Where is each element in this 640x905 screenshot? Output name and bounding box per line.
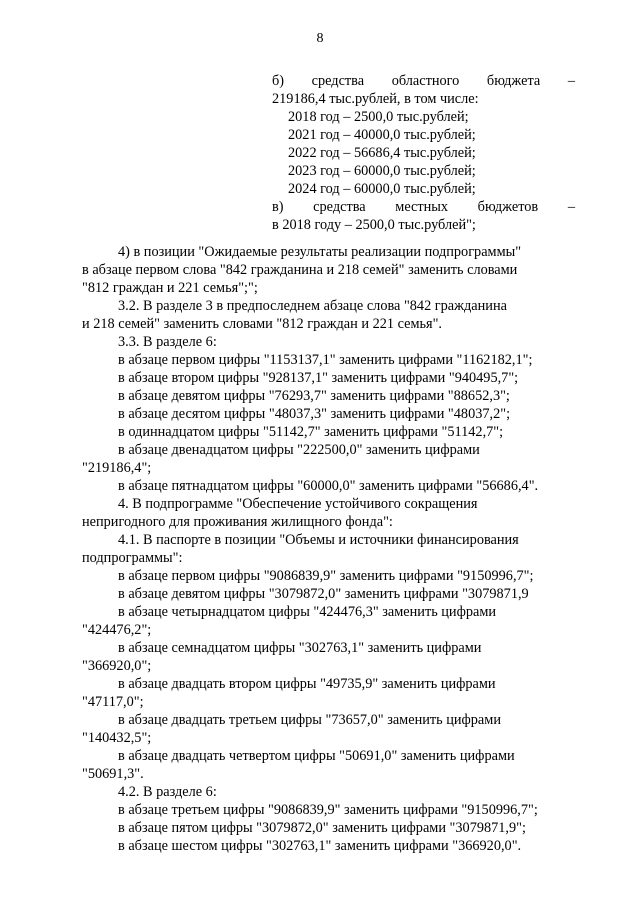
text-line: "47117,0"; (82, 694, 144, 710)
budget-line: 2024 год – 60000,0 тыс.рублей; (288, 181, 476, 197)
text-line: в абзаце двенадцатом цифры "222500,0" заменить цифрами (118, 442, 480, 458)
budget-line: в) средства местных бюджетов – (272, 199, 575, 215)
budget-line: 2022 год – 56686,4 тыс.рублей; (288, 145, 476, 161)
budget-line: 219186,4 тыс.рублей, в том числе: (272, 91, 479, 107)
budget-line: в 2018 году – 2500,0 тыс.рублей"; (272, 217, 476, 233)
text-line: в абзаце третьем цифры "9086839,9" заменить цифрами "9150996,7"; (118, 802, 538, 818)
text-line: подпрограммы": (82, 550, 183, 566)
text-line: 4.2. В разделе 6: (118, 784, 217, 800)
text-line: в абзаце втором цифры "928137,1" заменить цифрами "940495,7"; (118, 370, 519, 386)
text-line: в абзаце первом цифры "9086839,9" заменить цифрами "9150996,7"; (118, 568, 534, 584)
budget-line: 2021 год – 40000,0 тыс.рублей; (288, 127, 476, 143)
budget-line: б) средства областного бюджета – (272, 73, 575, 89)
text-line: в абзаце пятнадцатом цифры "60000,0" заменить цифрами "56686,4". (118, 478, 539, 494)
budget-line: 2018 год – 2500,0 тыс.рублей; (288, 109, 469, 125)
text-line: 4) в позиции "Ожидаемые результаты реализации подпрограммы" (118, 244, 522, 260)
text-line: "50691,3". (82, 766, 144, 782)
text-line: в абзаце девятом цифры "3079872,0" заменить цифрами "3079871,9 (118, 586, 529, 602)
text-line: 4.1. В паспорте в позиции "Объемы и источники финансирования (118, 532, 519, 548)
text-line: в абзаце десятом цифры "48037,3" заменить цифрами "48037,2"; (118, 406, 511, 422)
text-line: непригодного для проживания жилищного фонда": (82, 514, 393, 530)
text-line: в абзаце первом цифры "1153137,1" заменить цифрами "1162182,1"; (118, 352, 533, 368)
text-line: в одиннадцатом цифры "51142,7" заменить цифрами "51142,7"; (118, 424, 504, 440)
text-line: в абзаце двадцать четвертом цифры "50691,0" заменить цифрами (118, 748, 515, 764)
text-line: в абзаце семнадцатом цифры "302763,1" заменить цифрами (118, 640, 482, 656)
text-line: "424476,2"; (82, 622, 152, 638)
text-line: "812 граждан и 221 семья";"; (82, 280, 258, 296)
text-line: 3.3. В разделе 6: (118, 334, 217, 350)
text-line: в абзаце первом слова "842 гражданина и 218 семей" заменить словами (82, 262, 518, 278)
page-number: 8 (316, 31, 324, 46)
text-line: "219186,4"; (82, 460, 152, 476)
text-line: 3.2. В разделе 3 в предпоследнем абзаце слова "842 гражданина (118, 298, 507, 314)
text-line: в абзаце девятом цифры "76293,7" заменить цифрами "88652,3"; (118, 388, 510, 404)
document-body (82, 243, 577, 855)
text-line: и 218 семей" заменить словами "812 граждан и 221 семья". (82, 316, 443, 332)
text-line: в абзаце двадцать третьем цифры "73657,0" заменить цифрами (118, 712, 501, 728)
text-line: "140432,5"; (82, 730, 152, 746)
text-line: в абзаце пятом цифры "3079872,0" заменить цифрами "3079871,9"; (118, 820, 526, 836)
budget-block (272, 72, 575, 234)
text-line: в абзаце двадцать втором цифры "49735,9" заменить цифрами (118, 676, 496, 692)
text-line: в абзаце шестом цифры "302763,1" заменить цифрами "366920,0". (118, 838, 522, 854)
text-line: 4. В подпрограмме "Обеспечение устойчивого сокращения (118, 496, 478, 512)
text-line: "366920,0"; (82, 658, 152, 674)
text-line: в абзаце четырнадцатом цифры "424476,3" заменить цифрами (118, 604, 497, 620)
budget-line: 2023 год – 60000,0 тыс.рублей; (288, 163, 476, 179)
